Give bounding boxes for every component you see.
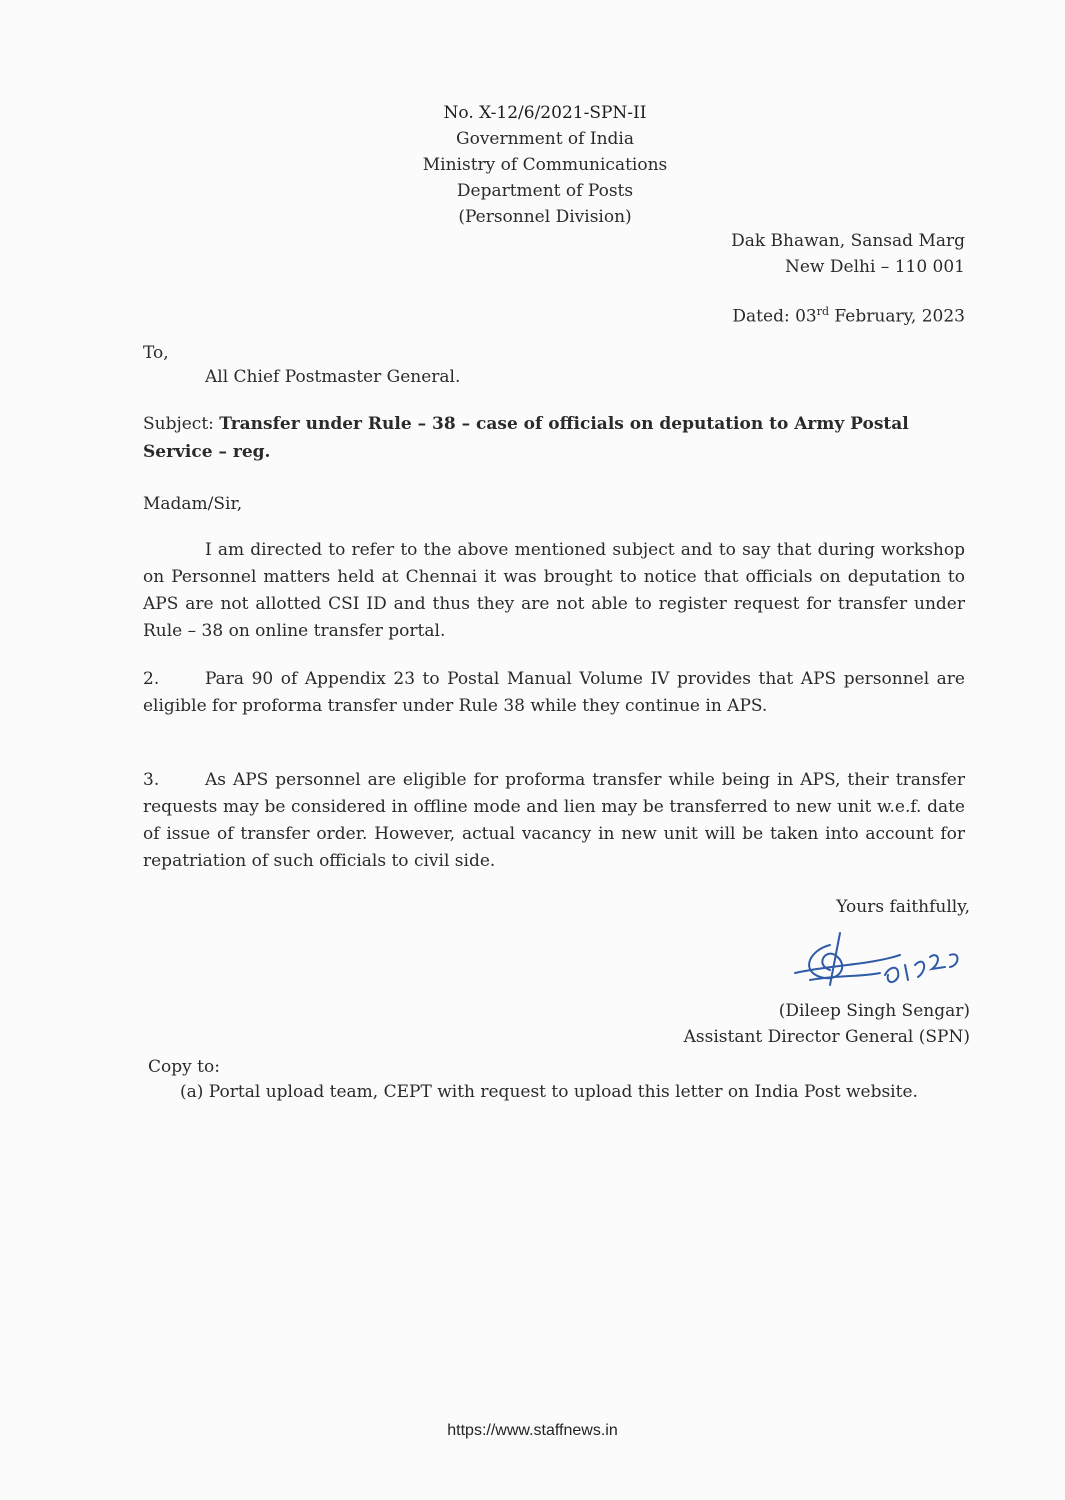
subject-line bbox=[143, 410, 963, 466]
to-label: To, bbox=[143, 343, 169, 363]
date-suffix: rd bbox=[816, 305, 830, 318]
department-line: Department of Posts bbox=[456, 181, 634, 201]
copy-item: (a) Portal upload team, CEPT with request to upload this letter on India Post website. bbox=[180, 1082, 918, 1102]
paragraph-text: As APS personnel are eligible for proforma transfer while being in APS, their transfer requests may be considered in offline mode and lien may be transferred to new unit w.e.f. date of issue of transfer order. However, actual vacancy in new unit will be taken into account for repatriation of such officials to civil side. bbox=[143, 770, 965, 871]
division-line: (Personnel Division) bbox=[458, 207, 632, 227]
date-rest: February, 2023 bbox=[829, 306, 965, 327]
handwritten-signature bbox=[790, 925, 970, 995]
paragraph-1: I am directed to refer to the above mentioned subject and to say that during workshop on Personnel matters held at Chennai it was brought to notice that officials on deputation to APS are not allotted CSI ID and thus they are not able to register request for transfer under Rule – 38 on online transfer portal. bbox=[143, 540, 965, 641]
signer-title: Assistant Director General (SPN) bbox=[683, 1027, 970, 1047]
address-line-1: Dak Bhawan, Sansad Marg bbox=[731, 231, 965, 251]
footer-url[interactable]: https://www.staffnews.in bbox=[447, 1422, 618, 1439]
recipient-name: All Chief Postmaster General. bbox=[205, 367, 461, 387]
paragraph-number: 3. bbox=[143, 770, 160, 790]
signer-block bbox=[684, 998, 970, 1050]
letter-date bbox=[732, 305, 965, 327]
paragraph-text: Para 90 of Appendix 23 to Postal Manual Volume IV provides that APS personnel are eligible for proforma transfer under Rule 38 while they continue in APS. bbox=[143, 669, 965, 716]
signer-name: (Dileep Singh Sengar) bbox=[778, 1001, 970, 1021]
subject-text: Transfer under Rule – 38 – case of officials on deputation to Army Postal Service – reg. bbox=[143, 414, 909, 462]
copy-to-label: Copy to: bbox=[148, 1057, 220, 1077]
salutation: Madam/Sir, bbox=[143, 494, 243, 514]
government-line: Government of India bbox=[456, 129, 634, 149]
subject-label: Subject: bbox=[143, 414, 220, 434]
ministry-line: Ministry of Communications bbox=[422, 155, 668, 175]
paragraph-number: 2. bbox=[143, 669, 160, 689]
address-line-2: New Delhi – 110 001 bbox=[784, 257, 965, 277]
date-prefix: Dated: 03 bbox=[732, 306, 817, 327]
closing: Yours faithfully, bbox=[836, 897, 970, 917]
letter-header bbox=[380, 100, 710, 230]
file-number: No. X-12/6/2021-SPN-II bbox=[443, 103, 647, 123]
paragraph-3 bbox=[143, 767, 965, 875]
paragraph-2 bbox=[143, 666, 965, 720]
office-address bbox=[731, 228, 965, 280]
